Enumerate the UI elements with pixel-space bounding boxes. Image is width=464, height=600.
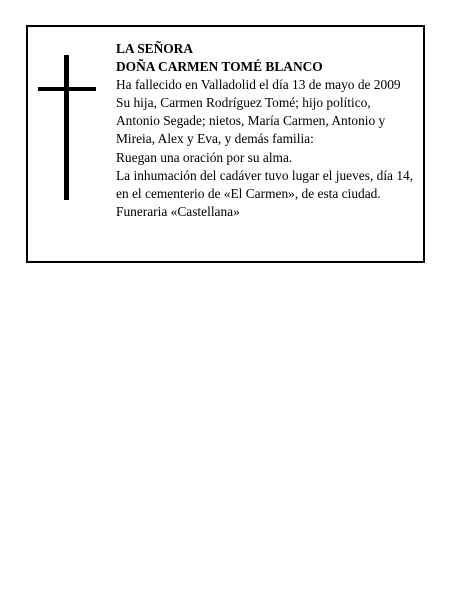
notice-line-family-2: Antonio Segade; nietos, María Carmen, Antonio y (116, 113, 386, 129)
notice-heading-title: LA SEÑORA (116, 41, 194, 56)
obituary-notice (26, 25, 425, 263)
notice-line-prayer: Ruegan una oración por su alma. (116, 149, 293, 165)
notice-text (116, 40, 421, 221)
notice-line-funeral-home: Funeraria «Castellana» (116, 203, 240, 219)
notice-line-family-1: Su hija, Carmen Rodríguez Tomé; hijo político, (116, 95, 371, 111)
notice-line-burial-2: en el cementerio de «El Carmen», de esta ciudad. (116, 185, 381, 201)
cross-vertical-bar (64, 55, 69, 200)
notice-line-family-3: Mireia, Alex y Eva, y demás familia: (116, 131, 314, 147)
latin-cross-icon (38, 55, 96, 200)
notice-line-burial-1: La inhumación del cadáver tuvo lugar el jueves, día 14, (116, 167, 414, 183)
notice-heading-name: DOÑA CARMEN TOMÉ BLANCO (116, 59, 323, 75)
cross-horizontal-bar (38, 87, 96, 91)
notice-line-death: Ha fallecido en Valladolid el día 13 de mayo de 2009 (116, 77, 401, 93)
